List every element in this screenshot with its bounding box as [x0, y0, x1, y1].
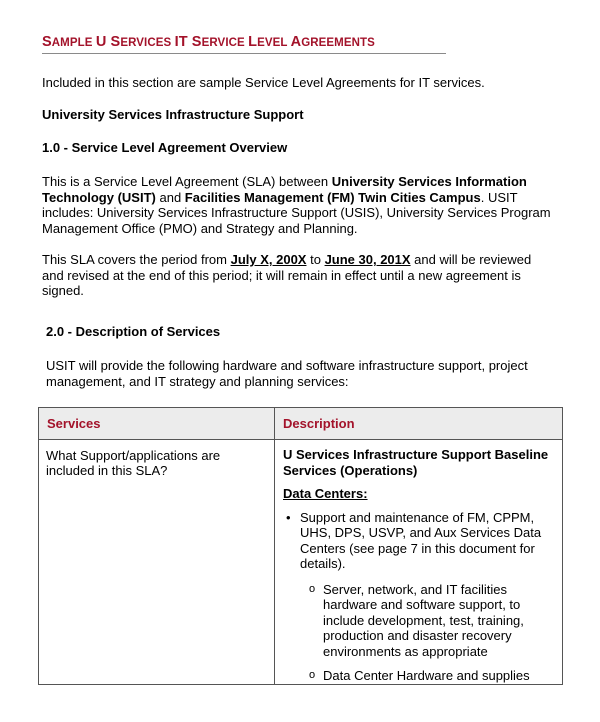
section-2-heading: 2.0 - Description of Services: [46, 324, 221, 339]
document-title: SAMPLE U SERVICES IT SERVICE LEVEL AGREEMENTS: [42, 34, 446, 54]
section-title: University Services Infrastructure Support: [42, 107, 304, 122]
circle-bullet-icon: o: [309, 669, 316, 681]
services-table: [38, 407, 563, 685]
table-row: [39, 440, 563, 685]
start-date: July X, 200X: [230, 252, 307, 267]
end-date: June 30, 201X: [324, 252, 411, 267]
sub-list-item: o Server, network, and IT facilities hardware and software support, to include development, test, training, production and disaster recovery environments as appropriate: [309, 581, 524, 659]
sub-list-item: o Data Center Hardware and supplies: [309, 668, 530, 683]
bullet-icon: •: [286, 509, 291, 525]
data-centers-subheading: Data Centers:: [283, 486, 368, 501]
header-description: Description: [275, 408, 563, 440]
table-header-row: [39, 408, 563, 440]
baseline-services-title: U Services Infrastructure Support Baseline Services (Operations): [283, 447, 549, 478]
section-1-heading: 1.0 - Service Level Agreement Overview: [42, 140, 288, 155]
list-item: • Support and maintenance of FM, CPPM, UHS, DPS, USVP, and Aux Services Data Centers (see page 7 in this document for details).: [286, 509, 542, 571]
services-intro-paragraph: USIT will provide the following hardware and software infrastructure support, project management, and IT strategy and planning services:: [46, 358, 528, 389]
intro-paragraph: Included in this section are sample Service Level Agreements for IT services.: [42, 75, 485, 90]
circle-bullet-icon: o: [309, 582, 316, 595]
overview-paragraph: This is a Service Level Agreement (SLA) between University Services Information Technology (USIT) and Facilities Management (FM) Twin Cities Campus. USIT includes: University Services Infrastructure Support (USIS), University Services Program Management Office (PMO) and Strategy and Planning.: [42, 174, 551, 236]
header-services: Services: [39, 408, 275, 440]
period-paragraph: This SLA covers the period from July X, 200X to June 30, 201X and will be reviewed and revised at the end of this period; it will remain in effect until a new agreement is signed.: [42, 252, 532, 298]
services-cell: What Support/applications are included in this SLA?: [39, 440, 275, 685]
description-cell: [275, 440, 563, 685]
